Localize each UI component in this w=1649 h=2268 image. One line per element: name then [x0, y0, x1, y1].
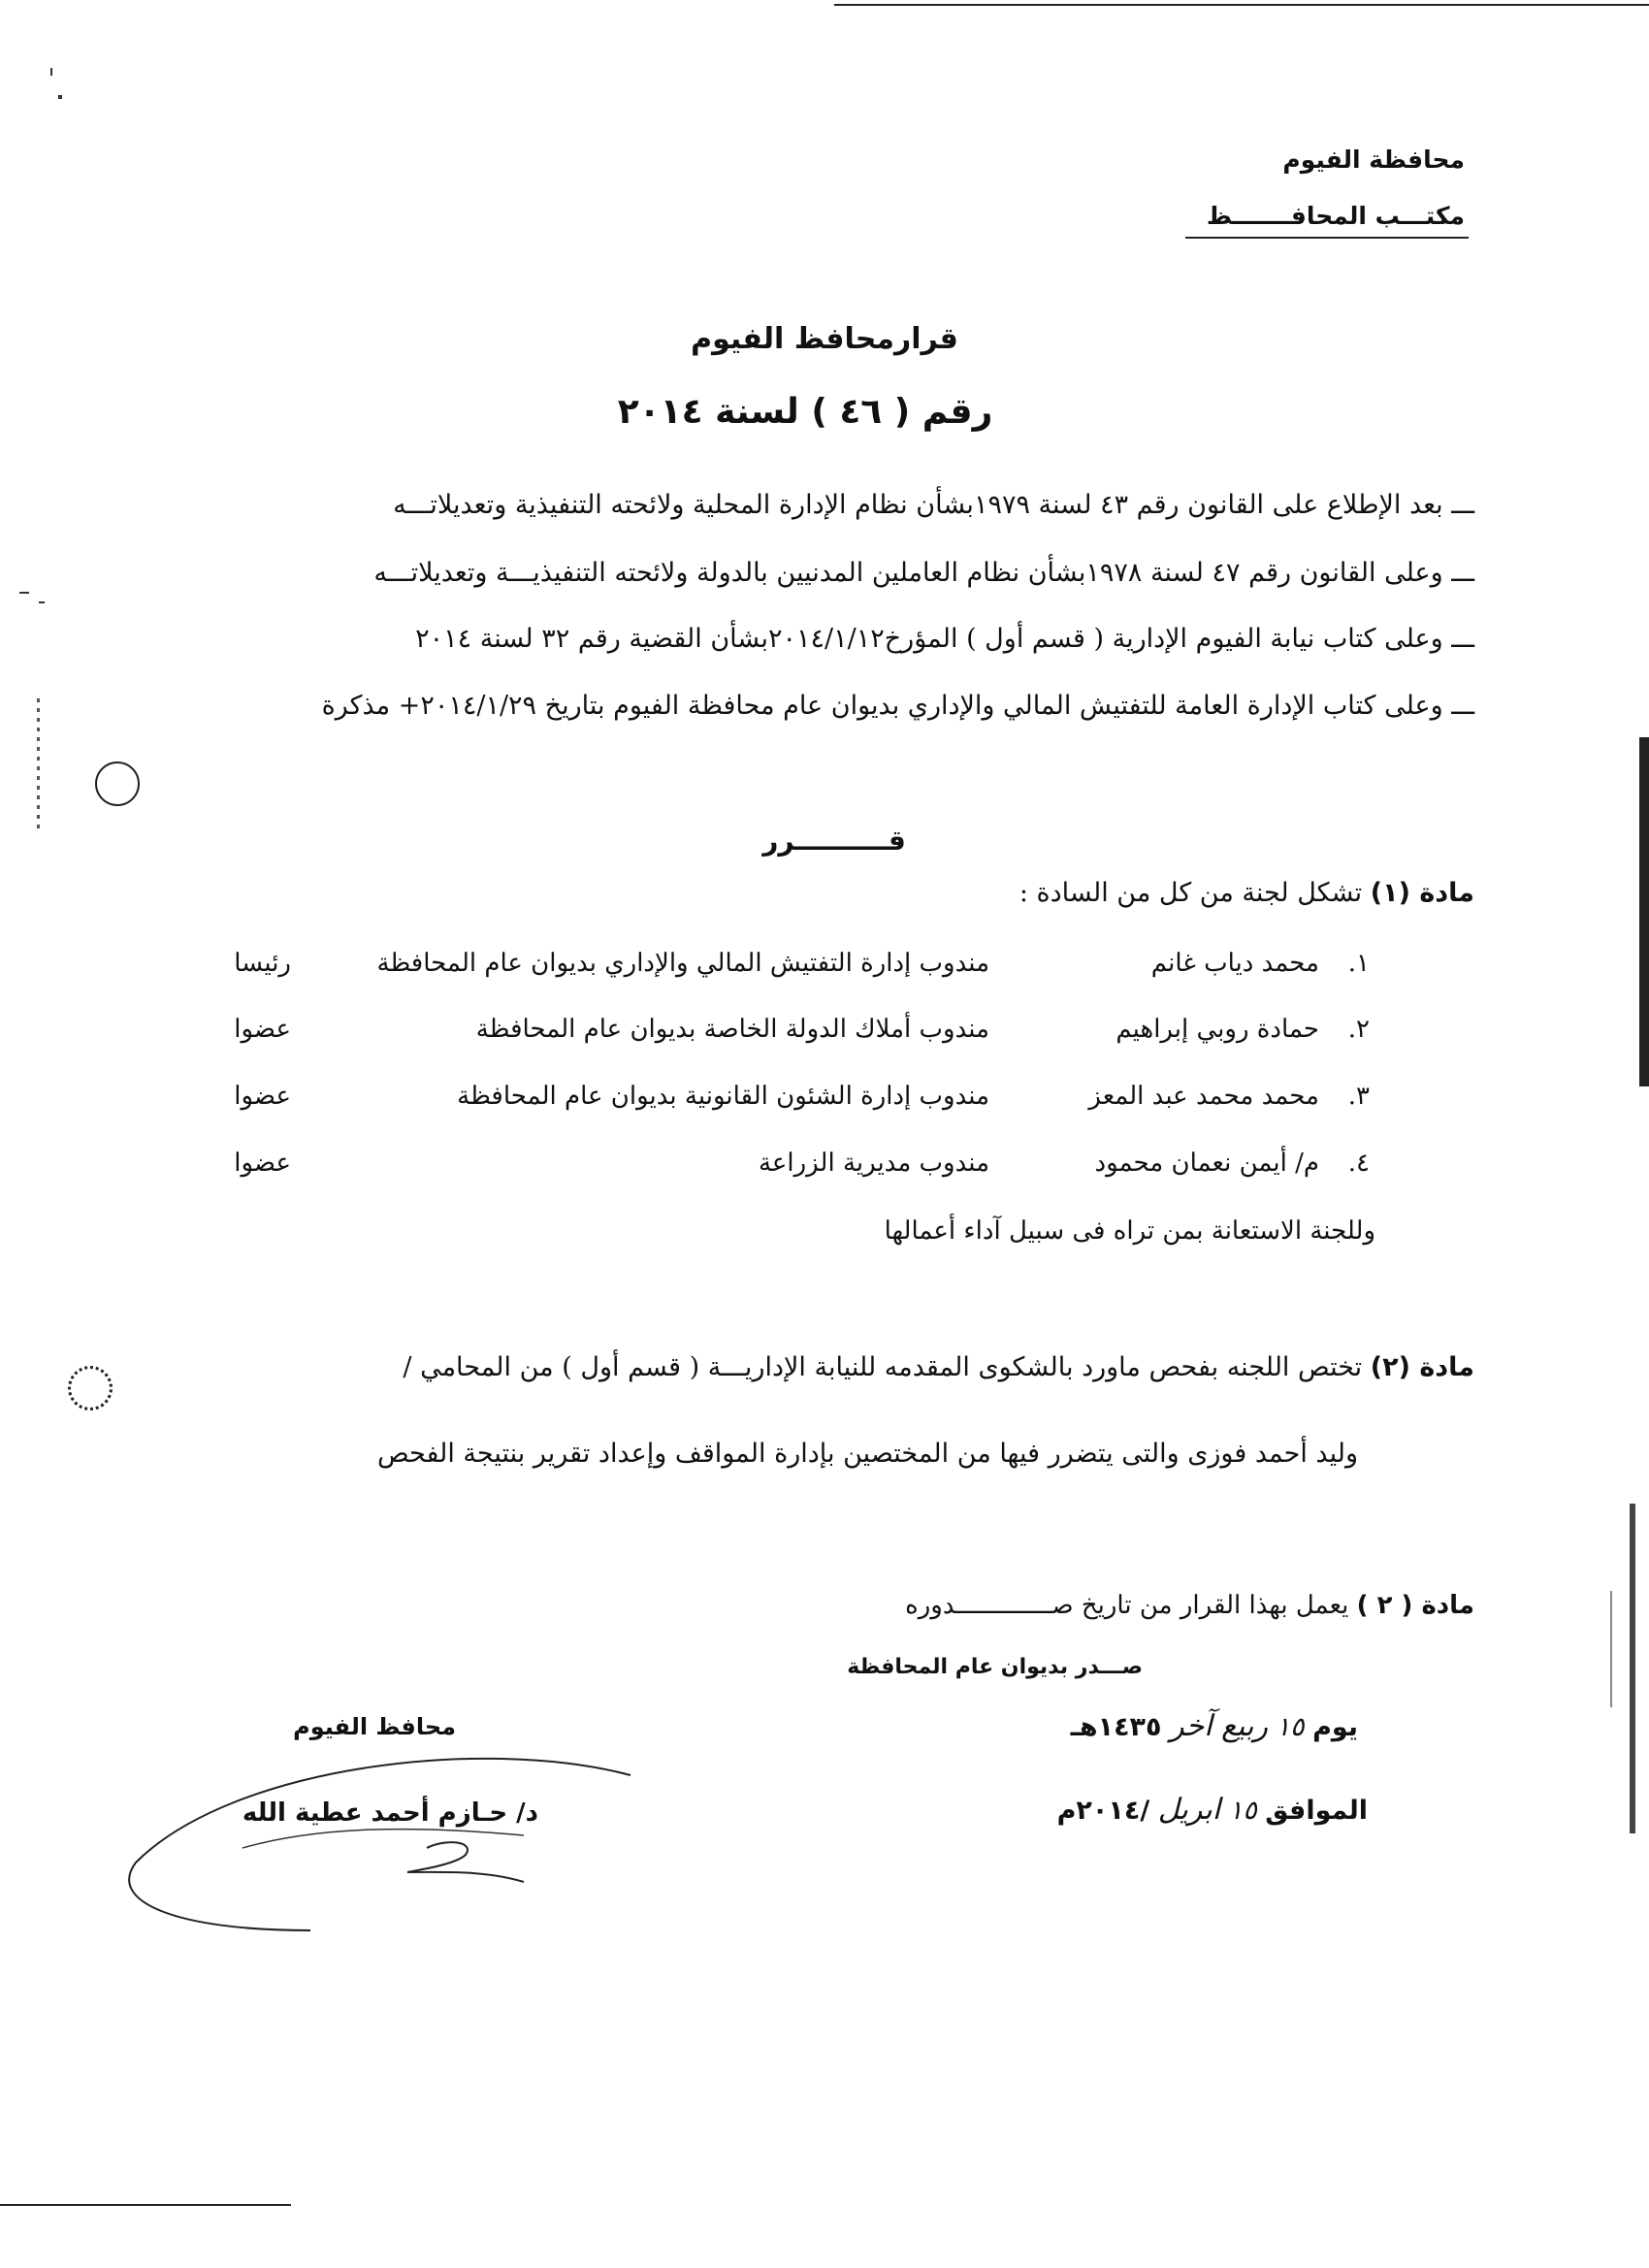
- margin-stamp-mark: [68, 1366, 113, 1410]
- member-2-role: مندوب أملاك الدولة الخاصة بديوان عام المحافظة: [475, 1015, 989, 1044]
- scan-speck: [39, 601, 45, 603]
- gregorian-date: [1057, 1793, 1368, 1827]
- member-3-position: عضوا: [234, 1082, 291, 1111]
- article-2-line-2: وليد أحمد فوزى والتى يتضرر فيها من المختصين بإدارة المواقف وإعداد تقرير بنتيجة الفحص: [376, 1439, 1358, 1469]
- preamble-line-2: ـــ وعلى القانون رقم ٤٧ لسنة ١٩٧٨بشأن نظام العاملين المدنيين بالدولة ولائحته التنفيذيـــة وتعديلاتـــه: [373, 558, 1474, 588]
- hijri-label: يوم: [1312, 1712, 1358, 1742]
- gregorian-day: ١٥: [1228, 1796, 1257, 1826]
- decision-number: رقم ( ٤٦ ) لسنة ٢٠١٤: [617, 392, 993, 432]
- scan-edge-mark: [1639, 737, 1649, 1086]
- hijri-day: ١٥: [1276, 1712, 1305, 1742]
- article-1: [1019, 878, 1474, 908]
- article-1-intro: تشكل لجنة من كل من السادة :: [1018, 878, 1363, 908]
- member-4-num: ٤.: [1347, 1149, 1370, 1178]
- gregorian-label: الموافق: [1265, 1796, 1368, 1826]
- article-3-text: يعمل بهذا القرار من تاريخ صـــــــــــــدوره: [905, 1591, 1349, 1620]
- member-1-role: مندوب إدارة التفتيش المالي والإداري بديوان عام المحافظة: [376, 949, 989, 978]
- article-2-label: مادة (٢): [1370, 1352, 1474, 1382]
- header-office: مكتـــب المحافـــــــظ: [1206, 202, 1465, 230]
- preamble-line-1: ـــ بعد الإطلاع على القانون رقم ٤٣ لسنة ١٩٧٩بشأن نظام الإدارة المحلية ولائحته التنفيذية وتعديلاتـــه: [393, 490, 1474, 520]
- signatory-title: محافظ الفيوم: [293, 1713, 456, 1740]
- member-2-position: عضوا: [234, 1015, 291, 1044]
- member-4-role: مندوب مديرية الزراعة: [758, 1149, 989, 1178]
- decided-heading: قــــــــــرر: [762, 825, 906, 857]
- article-1-note: وللجنة الاستعانة بمن تراه فى سبيل آداء أعمالها: [884, 1216, 1375, 1246]
- article-2-line-1: [403, 1352, 1474, 1382]
- member-3-num: ٣.: [1347, 1082, 1370, 1111]
- member-4-position: عضوا: [234, 1149, 291, 1178]
- member-3-name: محمد محمد عبد المعز: [1088, 1082, 1319, 1111]
- article-3: [905, 1591, 1474, 1620]
- article-3-label: مادة ( ٢ ): [1356, 1591, 1474, 1620]
- gregorian-month: ابريل: [1157, 1793, 1221, 1827]
- member-2-num: ٢.: [1347, 1015, 1370, 1044]
- preamble-line-3: ـــ وعلى كتاب نيابة الفيوم الإدارية ( قسم أول ) المؤرخ٢٠١٤/١/١٢بشأن القضية رقم ٣٢ لسنة ٢٠١٤: [415, 624, 1474, 654]
- preamble-line-4: ـــ وعلى كتاب الإدارة العامة للتفتيش المالي والإداري بديوان عام محافظة الفيوم بتاريخ ٢٠١٤/١/٢٩+ مذكرة: [321, 691, 1474, 721]
- scan-binding-marks: [37, 698, 40, 834]
- header-underline: [1185, 237, 1469, 239]
- member-1-num: ١.: [1347, 949, 1370, 978]
- hijri-month: ربيع آخر: [1170, 1709, 1268, 1743]
- article-1-label: مادة (١): [1370, 878, 1474, 908]
- header-governorate: محافظة الفيوم: [1282, 146, 1465, 174]
- signatory-name: د/ حـازم أحمد عطية الله: [242, 1798, 538, 1828]
- gregorian-year: /٢٠١٤م: [1056, 1796, 1150, 1826]
- handwritten-signature: [116, 1746, 660, 1940]
- margin-circle-mark: [95, 761, 140, 806]
- scan-speck: [19, 592, 29, 594]
- scan-speck: [50, 68, 52, 76]
- scan-bottom-line: [0, 2204, 291, 2206]
- article-2-text-1: تختص اللجنه بفحص ماورد بالشكوى المقدمه للنيابة الإداريـــة ( قسم أول ) من المحامي /: [403, 1352, 1363, 1382]
- scan-speck: [58, 95, 62, 99]
- scan-edge-mark: [1630, 1504, 1635, 1833]
- scan-edge-line: [834, 4, 1649, 6]
- member-4-name: م/ أيمن نعمان محمود: [1094, 1149, 1319, 1178]
- member-3-role: مندوب إدارة الشئون القانونية بديوان عام المحافظة: [457, 1082, 989, 1111]
- member-2-name: حمادة روبي إبراهيم: [1116, 1015, 1319, 1044]
- hijri-year: ١٤٣٥هـ: [1070, 1712, 1162, 1742]
- scan-edge-mark: [1610, 1591, 1612, 1707]
- hijri-date: [1071, 1709, 1358, 1743]
- member-1-position: رئيسا: [234, 949, 291, 978]
- member-1-name: محمد دياب غانم: [1150, 949, 1319, 978]
- issued-line: صـــدر بديوان عام المحافظة: [847, 1655, 1143, 1679]
- decision-title: قرارمحافظ الفيوم: [691, 322, 958, 356]
